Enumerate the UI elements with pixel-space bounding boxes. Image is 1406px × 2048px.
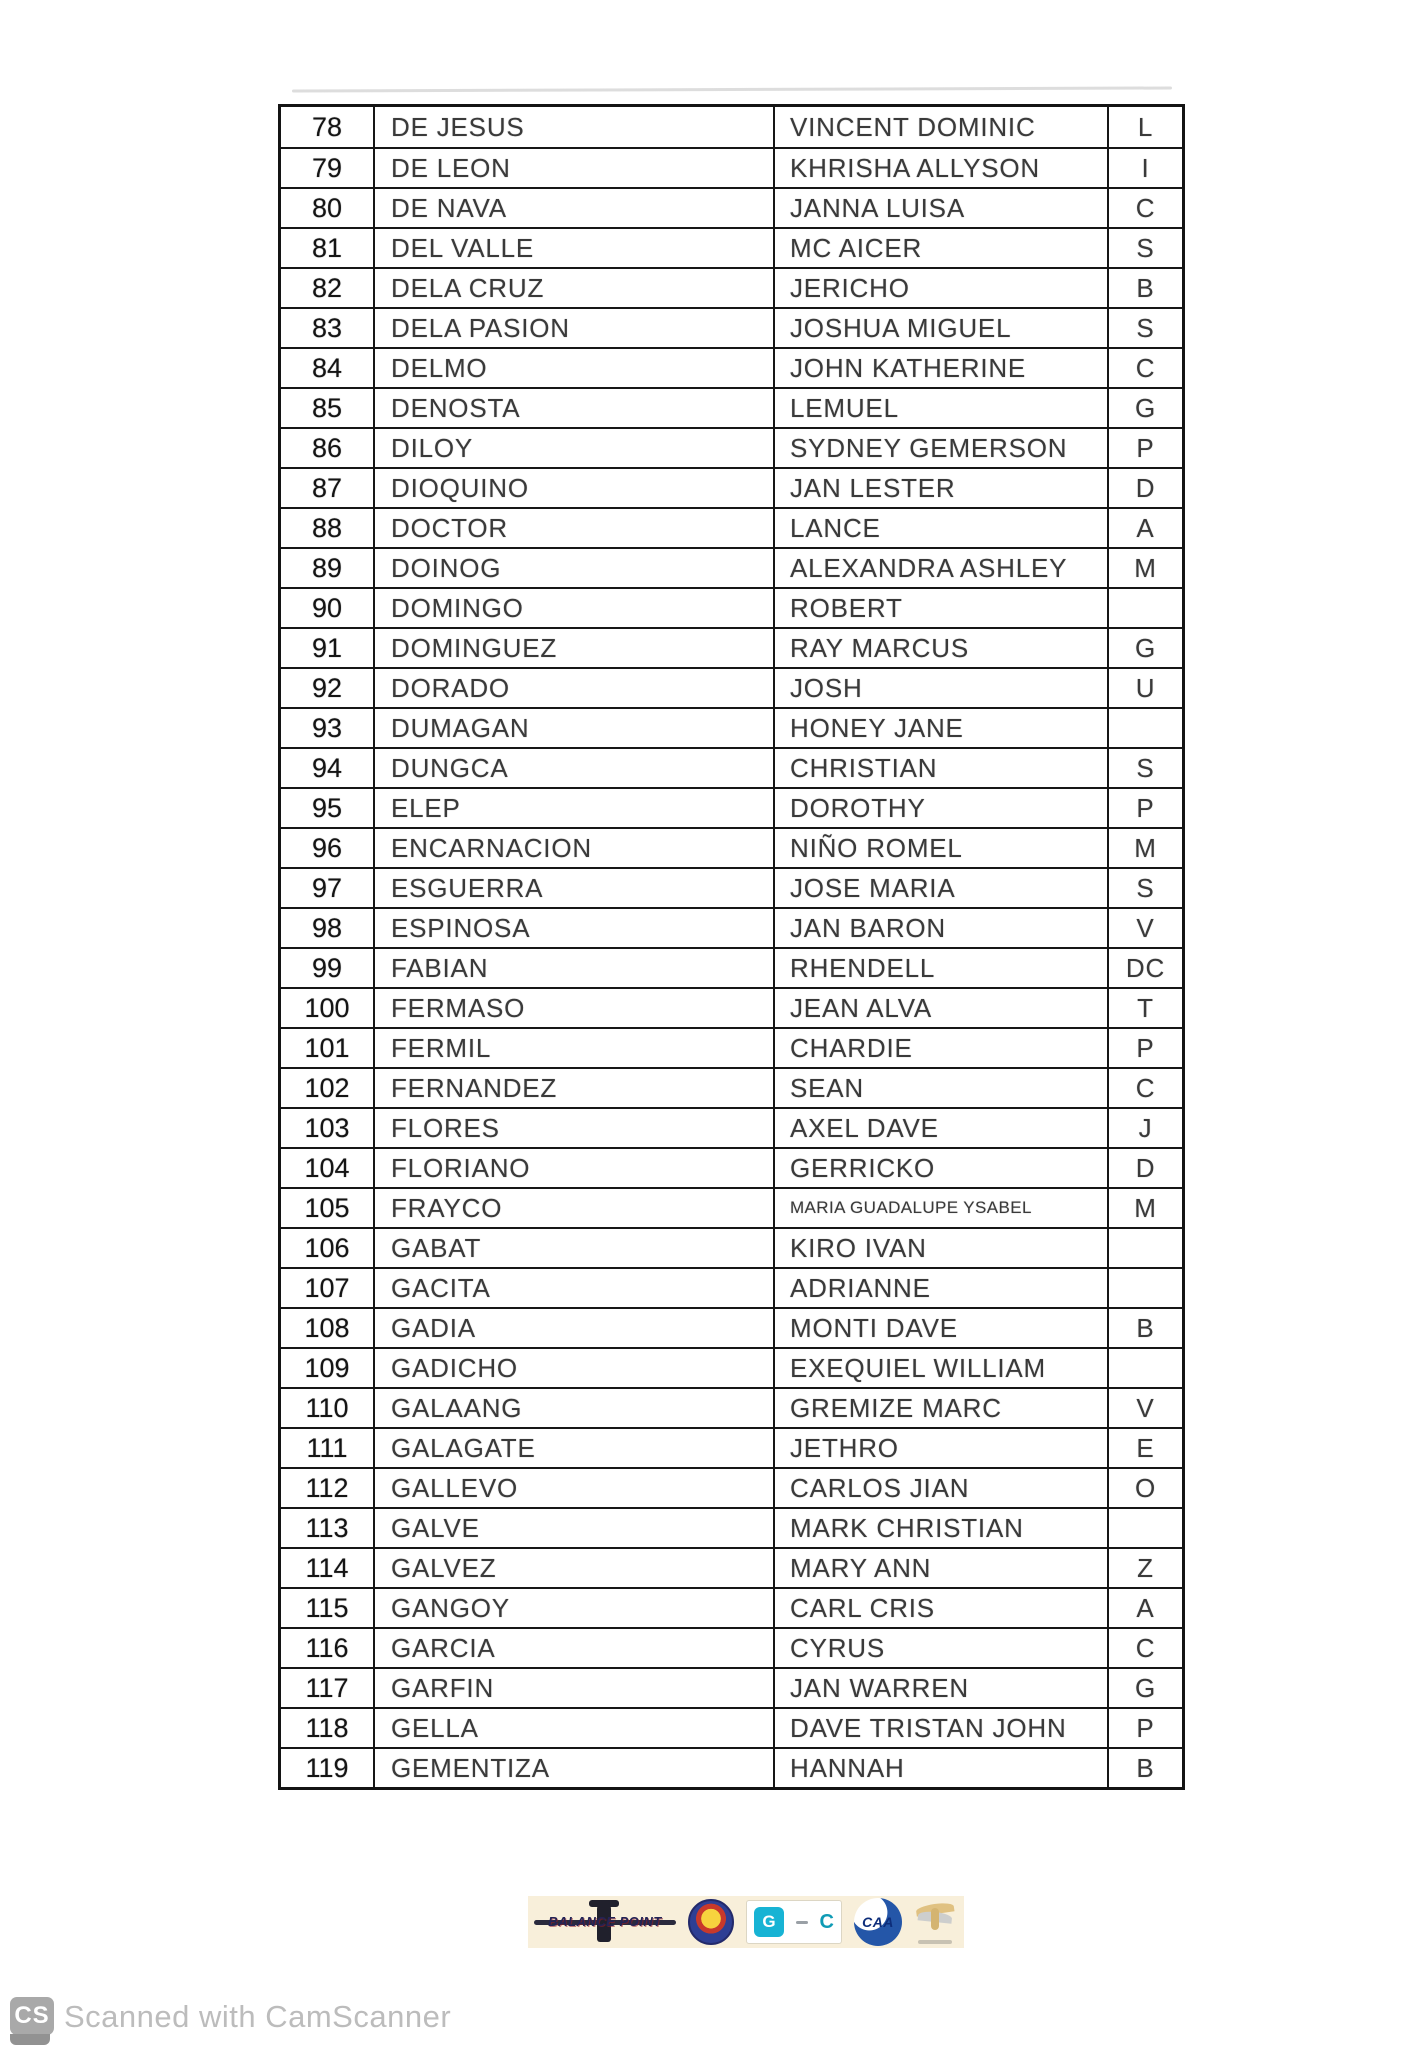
cell-middle-initial: M <box>1107 1189 1182 1227</box>
cell-first-name: MC AICER <box>773 229 1107 267</box>
cell-last-name: DORADO <box>373 669 773 707</box>
cell-last-name: DOCTOR <box>373 509 773 547</box>
cell-first-name: JOSH <box>773 669 1107 707</box>
cell-last-name: FRAYCO <box>373 1189 773 1227</box>
cell-first-name: CARLOS JIAN <box>773 1469 1107 1507</box>
table-row <box>281 907 1182 947</box>
cell-middle-initial: B <box>1107 269 1182 307</box>
cell-middle-initial: P <box>1107 789 1182 827</box>
cell-middle-initial: DC <box>1107 949 1182 987</box>
cell-first-name: JOSE MARIA <box>773 869 1107 907</box>
table-row <box>281 1107 1182 1147</box>
cell-middle-initial: M <box>1107 829 1182 867</box>
cell-last-name: DENOSTA <box>373 389 773 427</box>
cell-first-name: SEAN <box>773 1069 1107 1107</box>
table-row <box>281 107 1182 147</box>
cell-middle-initial: S <box>1107 229 1182 267</box>
cell-middle-initial: C <box>1107 349 1182 387</box>
cell-first-name: JAN BARON <box>773 909 1107 947</box>
table-row <box>281 1667 1182 1707</box>
cell-number: 92 <box>311 672 343 703</box>
cell-middle-initial: P <box>1107 1709 1182 1747</box>
cell-first-name: DOROTHY <box>773 789 1107 827</box>
cell-number: 113 <box>305 1512 349 1543</box>
cell-number: 78 <box>311 111 343 142</box>
cell-last-name: DE LEON <box>373 149 773 187</box>
table-row <box>281 307 1182 347</box>
cell-last-name: GELLA <box>373 1709 773 1747</box>
cell-middle-initial: A <box>1107 509 1182 547</box>
table-row <box>281 1747 1182 1787</box>
cell-number: 119 <box>305 1752 349 1783</box>
cell-first-name: JOHN KATHERINE <box>773 349 1107 387</box>
cell-first-name: EXEQUIEL WILLIAM <box>773 1349 1107 1387</box>
cell-first-name: MONTI DAVE <box>773 1309 1107 1347</box>
cell-last-name: ELEP <box>373 789 773 827</box>
cell-number: 104 <box>304 1152 350 1183</box>
table-row <box>281 427 1182 467</box>
cell-first-name: GERRICKO <box>773 1149 1107 1187</box>
cell-middle-initial: P <box>1107 429 1182 467</box>
cell-first-name: KIRO IVAN <box>773 1229 1107 1267</box>
cell-last-name: GANGOY <box>373 1589 773 1627</box>
cell-first-name: JETHRO <box>773 1429 1107 1467</box>
cell-number: 89 <box>311 552 343 583</box>
cell-first-name: ROBERT <box>773 589 1107 627</box>
table-row <box>281 587 1182 627</box>
cell-middle-initial: Z <box>1107 1549 1182 1587</box>
table-row <box>281 187 1182 227</box>
cell-number: 106 <box>304 1232 350 1263</box>
cell-first-name: AXEL DAVE <box>773 1109 1107 1147</box>
cell-number: 103 <box>304 1112 350 1143</box>
table-row <box>281 1067 1182 1107</box>
cell-last-name: GABAT <box>373 1229 773 1267</box>
cell-last-name: DELMO <box>373 349 773 387</box>
table-row <box>281 867 1182 907</box>
table-row <box>281 467 1182 507</box>
cell-number: 108 <box>304 1312 350 1343</box>
cell-last-name: DEL VALLE <box>373 229 773 267</box>
cell-first-name: MARY ANN <box>773 1549 1107 1587</box>
cell-last-name: DOINOG <box>373 549 773 587</box>
cell-first-name: JANNA LUISA <box>773 189 1107 227</box>
table-row <box>281 1347 1182 1387</box>
table-row <box>281 1307 1182 1347</box>
cell-first-name: RHENDELL <box>773 949 1107 987</box>
certification-badges <box>746 1900 842 1944</box>
camscanner-watermark-text: Scanned with CamScanner <box>64 1999 452 2034</box>
cell-first-name: HANNAH <box>773 1749 1107 1787</box>
cell-number: 86 <box>311 432 343 463</box>
cell-middle-initial: M <box>1107 549 1182 587</box>
cell-number: 95 <box>311 792 343 823</box>
cell-last-name: DIOQUINO <box>373 469 773 507</box>
table-row <box>281 347 1182 387</box>
cell-first-name: CYRUS <box>773 1629 1107 1667</box>
cell-number: 80 <box>311 192 343 223</box>
table-row <box>281 1467 1182 1507</box>
table-row <box>281 1227 1182 1267</box>
cell-first-name: JAN WARREN <box>773 1669 1107 1707</box>
table-row <box>281 787 1182 827</box>
cell-number: 87 <box>311 472 343 503</box>
cell-first-name: MARIA GUADALUPE YSABEL <box>773 1189 1107 1227</box>
cell-first-name: MARK CHRISTIAN <box>773 1509 1107 1547</box>
cell-first-name: LEMUEL <box>773 389 1107 427</box>
table-row <box>281 147 1182 187</box>
cell-middle-initial <box>1107 709 1182 747</box>
cell-middle-initial: C <box>1107 1069 1182 1107</box>
cell-last-name: GALVE <box>373 1509 773 1547</box>
cell-number: 84 <box>311 352 343 383</box>
cell-last-name: ESPINOSA <box>373 909 773 947</box>
cell-first-name: DAVE TRISTAN JOHN <box>773 1709 1107 1747</box>
cell-first-name: KHRISHA ALLYSON <box>773 149 1107 187</box>
cell-last-name: FLORES <box>373 1109 773 1147</box>
cell-middle-initial: S <box>1107 869 1182 907</box>
cell-last-name: GALAANG <box>373 1389 773 1427</box>
eagle-logo-icon <box>914 1900 956 1944</box>
cell-first-name: CARL CRIS <box>773 1589 1107 1627</box>
cell-number: 116 <box>305 1632 349 1663</box>
table-row <box>281 1027 1182 1067</box>
cell-last-name: GEMENTIZA <box>373 1749 773 1787</box>
cell-first-name: ADRIANNE <box>773 1269 1107 1307</box>
logo-strip <box>528 1896 964 1948</box>
cell-number: 107 <box>304 1272 350 1303</box>
cell-first-name: ALEXANDRA ASHLEY <box>773 549 1107 587</box>
cell-last-name: FLORIANO <box>373 1149 773 1187</box>
cell-middle-initial: B <box>1107 1309 1182 1347</box>
cell-number: 115 <box>305 1592 349 1623</box>
table-row <box>281 1627 1182 1667</box>
cell-number: 114 <box>305 1552 349 1583</box>
cell-last-name: GARCIA <box>373 1629 773 1667</box>
government-seal-icon <box>688 1899 734 1945</box>
cell-first-name: GREMIZE MARC <box>773 1389 1107 1427</box>
cell-last-name: ENCARNACION <box>373 829 773 867</box>
table-row <box>281 507 1182 547</box>
table-row <box>281 1187 1182 1227</box>
balance-point-label: BALANCE POINT <box>548 1914 662 1929</box>
cell-last-name: GALVEZ <box>373 1549 773 1587</box>
table-row <box>281 1507 1182 1547</box>
cell-middle-initial: T <box>1107 989 1182 1027</box>
table-row <box>281 1547 1182 1587</box>
cell-last-name: DE NAVA <box>373 189 773 227</box>
cell-middle-initial: P <box>1107 1029 1182 1067</box>
cell-middle-initial <box>1107 1509 1182 1547</box>
cell-first-name: JERICHO <box>773 269 1107 307</box>
cell-middle-initial: V <box>1107 909 1182 947</box>
cell-first-name: SYDNEY GEMERSON <box>773 429 1107 467</box>
cell-number: 79 <box>311 152 343 183</box>
cell-middle-initial: G <box>1107 629 1182 667</box>
table-row <box>281 947 1182 987</box>
cell-middle-initial: C <box>1107 1629 1182 1667</box>
table-row <box>281 267 1182 307</box>
cell-number: 83 <box>311 312 343 343</box>
cell-last-name: DILOY <box>373 429 773 467</box>
cell-last-name: FABIAN <box>373 949 773 987</box>
cell-number: 118 <box>305 1712 349 1743</box>
cell-number: 99 <box>311 952 343 983</box>
table-row <box>281 227 1182 267</box>
cell-first-name: JAN LESTER <box>773 469 1107 507</box>
cell-last-name: DOMINGUEZ <box>373 629 773 667</box>
cell-last-name: DELA CRUZ <box>373 269 773 307</box>
cell-first-name: JOSHUA MIGUEL <box>773 309 1107 347</box>
cell-middle-initial: G <box>1107 389 1182 427</box>
cell-last-name: GADIA <box>373 1309 773 1347</box>
table-row <box>281 707 1182 747</box>
cell-number: 94 <box>311 752 343 783</box>
cell-number: 90 <box>311 592 343 623</box>
cell-last-name: ESGUERRA <box>373 869 773 907</box>
cell-number: 100 <box>304 992 350 1023</box>
cell-middle-initial: L <box>1107 107 1182 147</box>
cell-number: 110 <box>305 1392 349 1423</box>
table-row <box>281 747 1182 787</box>
cell-middle-initial: D <box>1107 1149 1182 1187</box>
cell-number: 111 <box>306 1432 348 1463</box>
cell-middle-initial: C <box>1107 189 1182 227</box>
cell-number: 98 <box>311 912 343 943</box>
table-row <box>281 1387 1182 1427</box>
camscanner-badge-tab <box>10 2034 50 2045</box>
cell-middle-initial: D <box>1107 469 1182 507</box>
cell-first-name: LANCE <box>773 509 1107 547</box>
cell-last-name: FERMASO <box>373 989 773 1027</box>
cell-first-name: JEAN ALVA <box>773 989 1107 1027</box>
cell-last-name: DE JESUS <box>373 107 773 147</box>
cell-number: 91 <box>311 632 343 663</box>
cell-last-name: FERNANDEZ <box>373 1069 773 1107</box>
cell-last-name: DUMAGAN <box>373 709 773 747</box>
cell-middle-initial: E <box>1107 1429 1182 1467</box>
certification-g-icon: G <box>754 1907 784 1937</box>
table-row <box>281 827 1182 867</box>
cell-number: 101 <box>304 1032 350 1063</box>
cell-last-name: DOMINGO <box>373 589 773 627</box>
cell-number: 102 <box>304 1072 350 1103</box>
cell-middle-initial: J <box>1107 1109 1182 1147</box>
cell-middle-initial: G <box>1107 1669 1182 1707</box>
certification-dash-icon <box>796 1921 808 1924</box>
scan-artifact-line <box>292 86 1172 92</box>
camscanner-badge-icon: CS <box>10 1997 54 2035</box>
cell-middle-initial: I <box>1107 149 1182 187</box>
cell-first-name: NIÑO ROMEL <box>773 829 1107 867</box>
table-row <box>281 1587 1182 1627</box>
cell-middle-initial: O <box>1107 1469 1182 1507</box>
cell-number: 82 <box>311 272 343 303</box>
cell-number: 117 <box>305 1672 349 1703</box>
cell-number: 109 <box>304 1352 350 1383</box>
table-row <box>281 627 1182 667</box>
cell-middle-initial <box>1107 1229 1182 1267</box>
cell-first-name: HONEY JANE <box>773 709 1107 747</box>
cell-last-name: GALLEVO <box>373 1469 773 1507</box>
cell-last-name: GADICHO <box>373 1349 773 1387</box>
cell-number: 85 <box>311 392 343 423</box>
cell-last-name: FERMIL <box>373 1029 773 1067</box>
cell-first-name: VINCENT DOMINIC <box>773 107 1107 147</box>
cell-middle-initial: A <box>1107 1589 1182 1627</box>
table-row <box>281 987 1182 1027</box>
cell-first-name: RAY MARCUS <box>773 629 1107 667</box>
cell-middle-initial: B <box>1107 1749 1182 1787</box>
cell-middle-initial: S <box>1107 309 1182 347</box>
table-row <box>281 1267 1182 1307</box>
cell-middle-initial: U <box>1107 669 1182 707</box>
table-row <box>281 547 1182 587</box>
table-row <box>281 667 1182 707</box>
cell-number: 93 <box>311 712 343 743</box>
caa-logo <box>854 1898 902 1946</box>
cell-middle-initial <box>1107 589 1182 627</box>
cell-last-name: DUNGCA <box>373 749 773 787</box>
cell-number: 112 <box>305 1472 349 1503</box>
table-row <box>281 1427 1182 1467</box>
cell-number: 97 <box>311 872 343 903</box>
table-row <box>281 1147 1182 1187</box>
table-row <box>281 387 1182 427</box>
cell-middle-initial <box>1107 1349 1182 1387</box>
cell-number: 88 <box>311 512 343 543</box>
cell-number: 105 <box>304 1192 350 1223</box>
roster-table <box>278 104 1185 1790</box>
cell-last-name: GALAGATE <box>373 1429 773 1467</box>
certification-c-icon: C <box>819 1911 834 1933</box>
cell-middle-initial <box>1107 1269 1182 1307</box>
cell-number: 96 <box>311 832 343 863</box>
cell-number: 81 <box>311 232 343 263</box>
cell-first-name: CHRISTIAN <box>773 749 1107 787</box>
cell-last-name: GARFIN <box>373 1669 773 1707</box>
table-row <box>281 1707 1182 1747</box>
cell-first-name: CHARDIE <box>773 1029 1107 1067</box>
balance-point-logo <box>534 1900 676 1944</box>
cell-last-name: DELA PASION <box>373 309 773 347</box>
caa-label: CAA <box>862 1914 894 1930</box>
cell-middle-initial: S <box>1107 749 1182 787</box>
cell-middle-initial: V <box>1107 1389 1182 1427</box>
cell-last-name: GACITA <box>373 1269 773 1307</box>
